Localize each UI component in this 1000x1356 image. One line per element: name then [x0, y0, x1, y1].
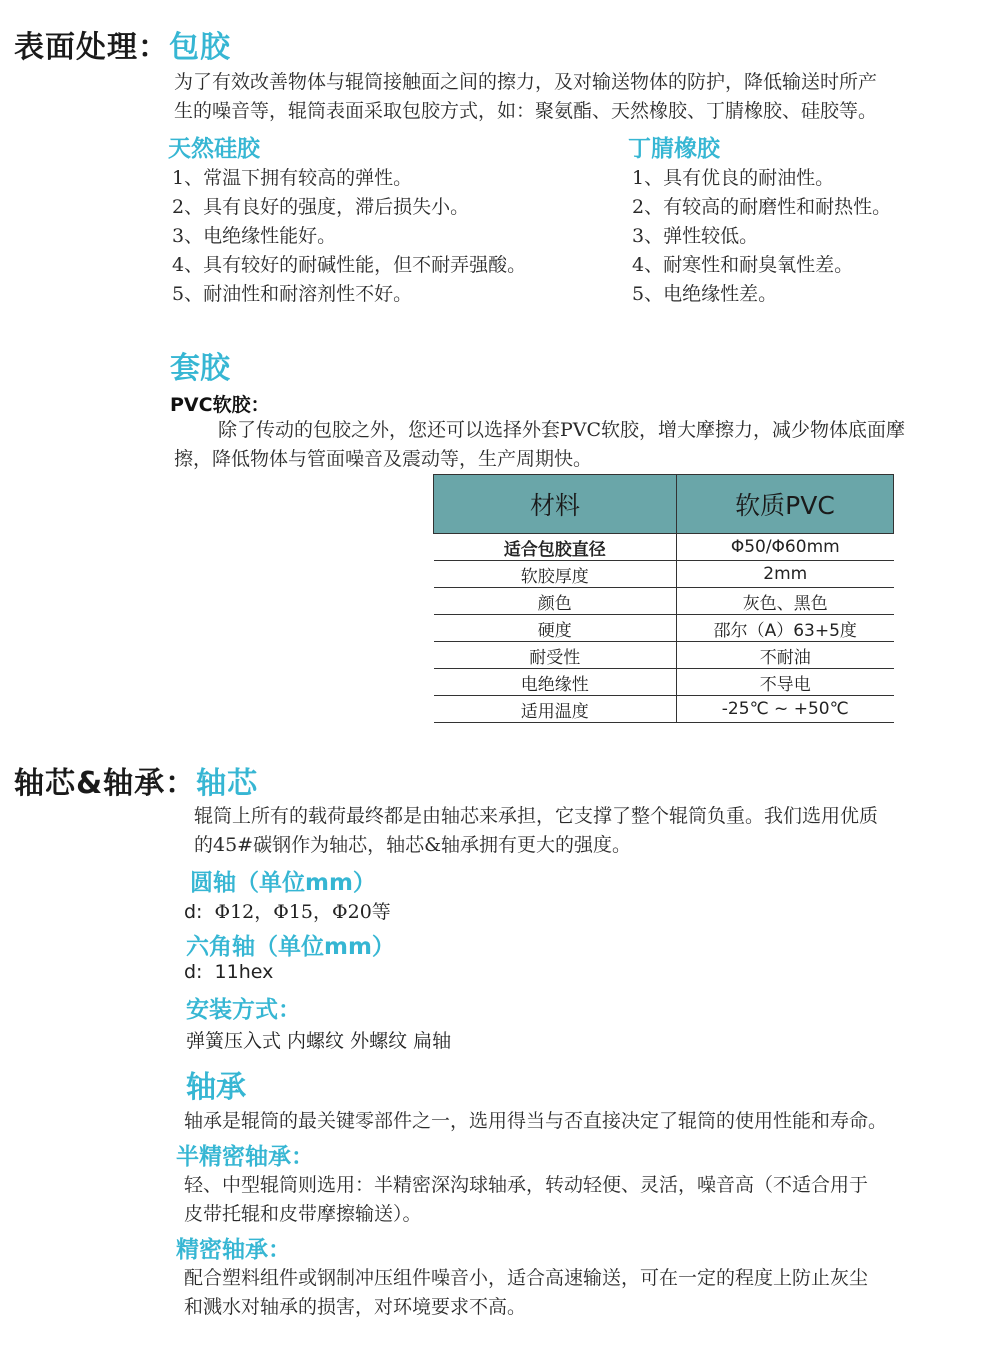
table-row — [434, 588, 894, 615]
list-item: 4、耐寒性和耐臭氧性差。 — [632, 254, 854, 276]
shaft-desc — [194, 802, 878, 860]
sleeve-desc-line: 擦，降低物体与管面噪音及震动等，生产周期快。 — [174, 448, 593, 470]
table-cell: 适用温度 — [434, 696, 677, 723]
table-header-cell: 材料 — [434, 475, 677, 534]
list-item: 5、电绝缘性差。 — [632, 283, 778, 305]
natural-silicone-list — [172, 164, 526, 309]
table-row — [434, 534, 894, 561]
surface-title-accent: 包胶 — [169, 30, 231, 65]
table-cell: 硬度 — [434, 615, 677, 642]
table-cell: 不耐油 — [677, 642, 894, 669]
list-item: 1、常温下拥有较高的弹性。 — [172, 167, 413, 189]
precise-desc-line: 配合塑料组件或钢制冲压组件噪音小，适合高速输送，可在一定的程度上防止灰尘 — [184, 1267, 869, 1289]
pvc-spec-table — [433, 474, 894, 723]
table-header-row — [434, 475, 894, 534]
list-item: 3、电绝缘性能好。 — [172, 225, 337, 247]
precision-bearing-desc — [184, 1264, 868, 1322]
table-row — [434, 669, 894, 696]
bearing-heading: 轴承 — [186, 1070, 246, 1105]
round-shaft-value: Φ12，Φ15，Φ20等 — [214, 901, 391, 923]
list-item: 2、具有良好的强度，滞后损失小。 — [172, 196, 470, 218]
table-row — [434, 615, 894, 642]
precise-desc-line: 和溅水对轴承的损害，对环境要求不高。 — [184, 1296, 527, 1318]
round-shaft-heading: 圆轴（单位mm） — [190, 870, 376, 896]
install-method-value: 弹簧压入式 内螺纹 外螺纹 扁轴 — [186, 1030, 452, 1052]
shaft-title-accent: 轴芯 — [196, 766, 259, 801]
table-cell: 适合包胶直径 — [434, 534, 677, 561]
precision-bearing-heading: 精密轴承： — [176, 1237, 291, 1263]
nitrile-rubber-heading: 丁腈橡胶 — [628, 136, 720, 162]
surface-intro — [174, 68, 877, 126]
bearing-desc: 轴承是辊筒的最关键零部件之一，选用得当与否直接决定了辊筒的使用性能和寿命。 — [184, 1110, 888, 1132]
list-item: 5、耐油性和耐溶剂性不好。 — [172, 283, 413, 305]
table-cell: 灰色、黑色 — [677, 588, 894, 615]
surface-intro-line: 生的噪音等，辊筒表面采取包胶方式，如：聚氨酯、天然橡胶、丁腈橡胶、硅胶等。 — [174, 100, 878, 122]
table-header-cell: 软质PVC — [677, 475, 894, 534]
hex-shaft-values — [184, 961, 273, 983]
install-method-heading: 安装方式： — [186, 997, 301, 1023]
surface-title — [14, 22, 231, 66]
hex-shaft-heading: 六角轴（单位mm） — [186, 934, 395, 960]
shaft-title-label: 轴芯&轴承： — [14, 766, 197, 801]
shaft-desc-line: 辊筒上所有的载荷最终都是由轴芯来承担，它支撑了整个辊筒负重。我们选用优质 — [194, 805, 879, 827]
round-shaft-d-label: d: — [184, 901, 203, 923]
table-cell: -25℃ ~ +50℃ — [677, 696, 894, 723]
table-row — [434, 642, 894, 669]
table-row — [434, 561, 894, 588]
list-item: 3、弹性较低。 — [632, 225, 759, 247]
table-cell: 软胶厚度 — [434, 561, 677, 588]
hex-shaft-value: 11hex — [214, 961, 274, 983]
table-cell: 2mm — [677, 561, 894, 588]
nitrile-rubber-list — [632, 164, 891, 309]
semi-precision-bearing-heading: 半精密轴承： — [176, 1144, 314, 1170]
semi-precision-bearing-desc — [184, 1171, 868, 1229]
shaft-desc-line: 的45#碳钢作为轴芯，轴芯&轴承拥有更大的强度。 — [194, 834, 632, 856]
sleeve-desc — [174, 416, 905, 474]
hex-shaft-d-label: d: — [184, 961, 203, 983]
semi-desc-line: 皮带托辊和皮带摩擦输送）。 — [184, 1203, 422, 1225]
list-item: 4、具有较好的耐碱性能，但不耐弄强酸。 — [172, 254, 527, 276]
table-cell: 耐受性 — [434, 642, 677, 669]
natural-silicone-heading: 天然硅胶 — [168, 136, 260, 162]
sleeve-desc-line: 除了传动的包胶之外，您还可以选择外套PVC软胶，增大摩擦力，减少物体底面摩 — [218, 419, 906, 441]
table-cell: Φ50/Φ60mm — [677, 534, 894, 561]
semi-desc-line: 轻、中型辊筒则选用：半精密深沟球轴承，转动轻便、灵活，噪音高（不适合用于 — [184, 1174, 869, 1196]
sleeve-heading: 套胶 — [170, 351, 230, 386]
shaft-title — [14, 758, 258, 802]
table-cell: 不导电 — [677, 669, 894, 696]
table-cell: 颜色 — [434, 588, 677, 615]
surface-intro-line: 为了有效改善物体与辊筒接触面之间的擦力，及对输送物体的防护，降低输送时所产 — [174, 71, 878, 93]
pvc-soft-label: PVC软胶： — [170, 394, 270, 416]
surface-title-label: 表面处理： — [14, 30, 169, 65]
table-cell: 电绝缘性 — [434, 669, 677, 696]
table-row — [434, 696, 894, 723]
list-item: 1、具有优良的耐油性。 — [632, 167, 835, 189]
table-cell: 邵尔（A）63+5度 — [677, 615, 894, 642]
list-item: 2、有较高的耐磨性和耐热性。 — [632, 196, 892, 218]
round-shaft-values — [184, 897, 391, 924]
